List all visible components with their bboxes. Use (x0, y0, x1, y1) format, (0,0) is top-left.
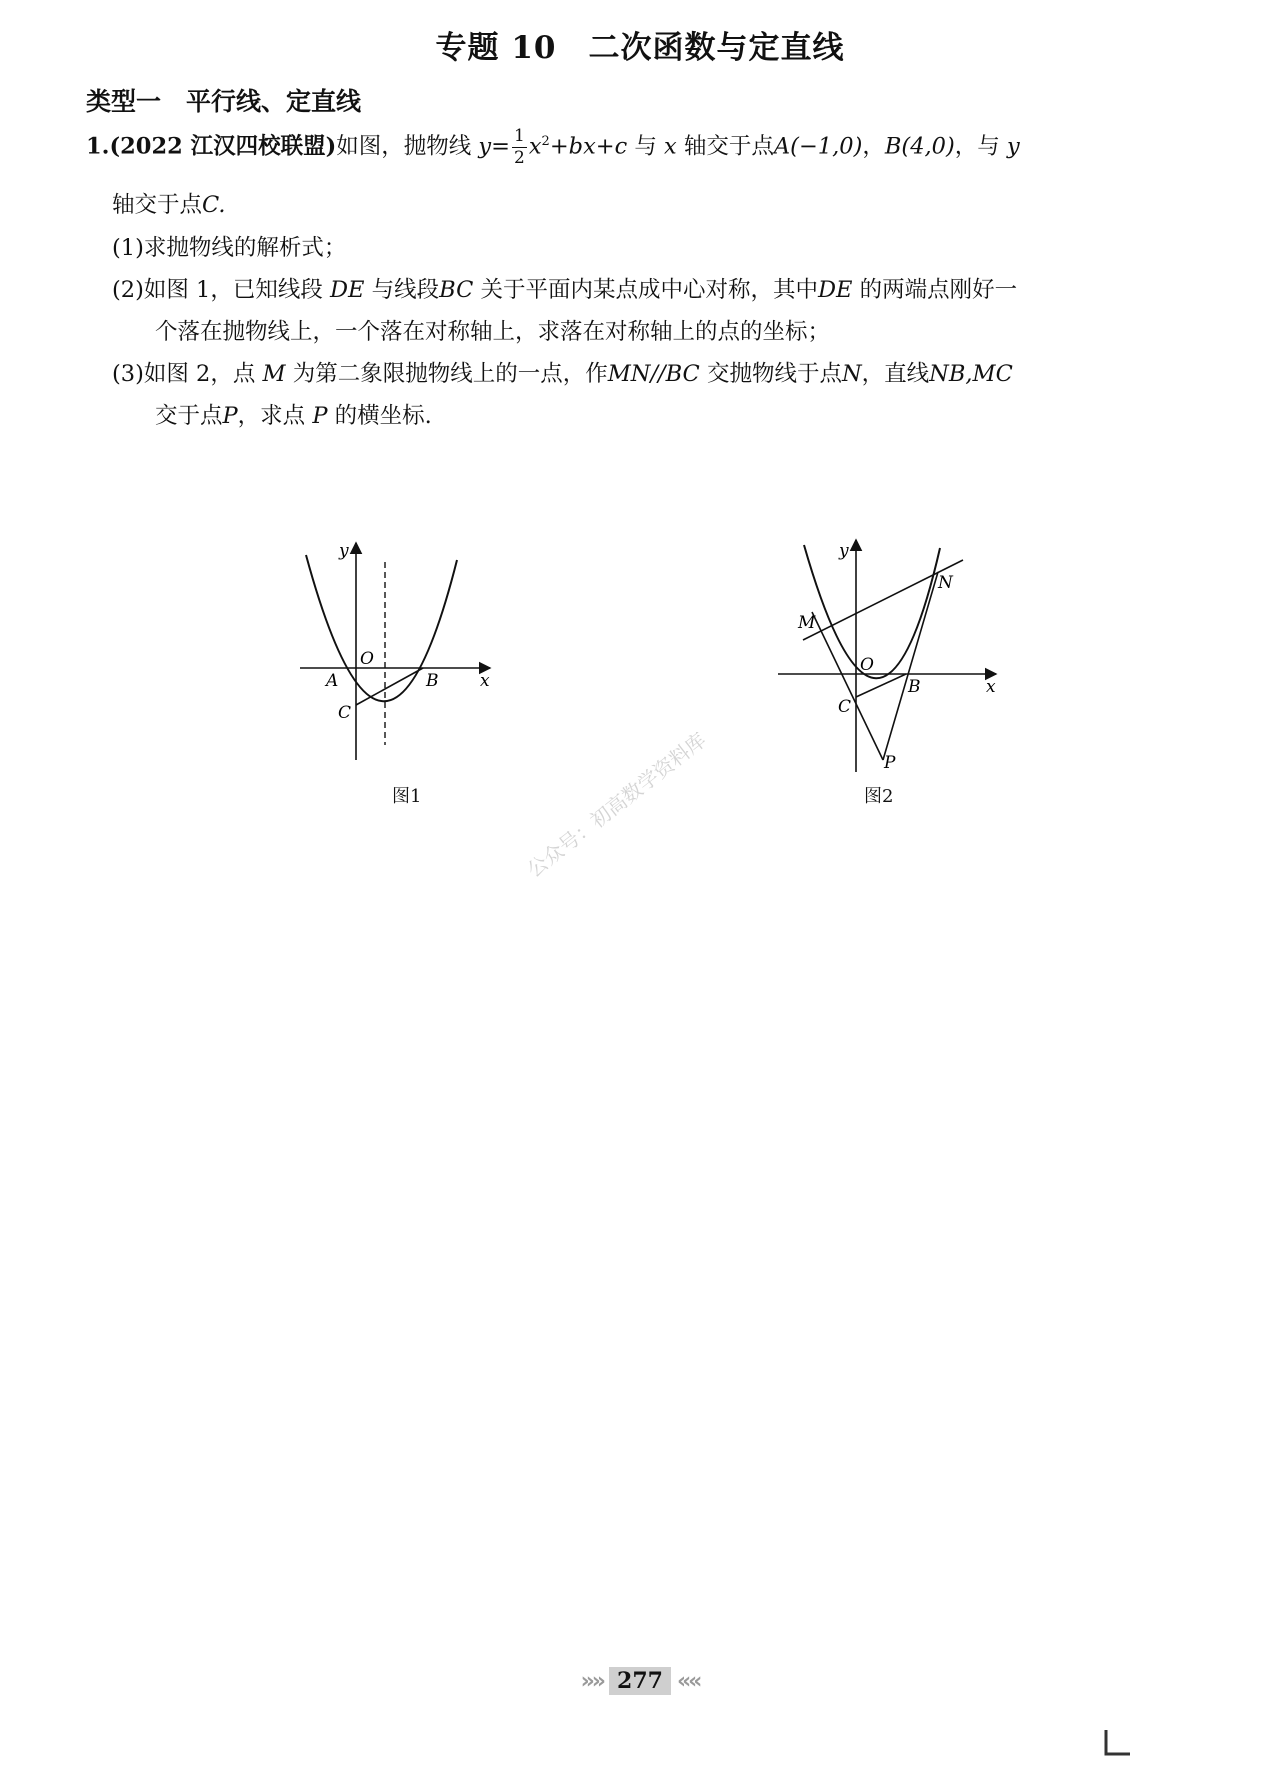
q3-line2-a: 交于点 (155, 403, 223, 429)
point-A: A(−1,0) (773, 133, 863, 160)
fig1-label-y: y (339, 541, 349, 561)
fig1-label-O: O (360, 649, 374, 669)
point-M: M (262, 361, 286, 387)
fig2-line-MN (803, 560, 963, 640)
equals: = (491, 133, 510, 160)
q2-text-c: 关于平面内某点成中心对称，其中 (480, 277, 818, 303)
fig1-label-C: C (338, 703, 352, 723)
problem-stem-d: ，与 (954, 133, 1000, 160)
fig1-label-x: x (480, 671, 490, 691)
problem-number: 1. (86, 133, 110, 160)
q3-line2-b: ，求点 (237, 403, 306, 429)
page-number: 277 (609, 1667, 671, 1695)
fraction-denominator: 2 (514, 148, 525, 168)
problem-stem-b: 与 (634, 133, 657, 160)
fig2-caption: 图2 (864, 786, 894, 807)
fig2-label-P: P (884, 753, 896, 773)
fig2-label-x: x (986, 677, 996, 697)
question-3-line-1 (112, 356, 1013, 388)
point-P: P (222, 403, 238, 429)
figure-1 (290, 530, 530, 760)
q3-text-b: 为第二象限抛物线上的一点，作 (292, 361, 608, 387)
figure-2 (770, 530, 1010, 780)
problem-source: (2022 江汉四校联盟) (109, 133, 337, 160)
parallel-MN-BC: MN//BC (607, 361, 700, 387)
problem-stem-f: 轴交于点 (112, 192, 203, 218)
var-x: x (528, 133, 542, 160)
q3-line2-c: 的横坐标. (334, 403, 432, 429)
fig1-label-B: B (426, 671, 439, 691)
fig2-line-NB (883, 572, 938, 760)
q2-text-b: 与线段 (371, 277, 440, 303)
var-x2: x (664, 133, 677, 160)
q2-text-a: (2)如图 1，已知线段 (112, 277, 323, 303)
fig2-label-N: N (938, 573, 953, 593)
q3-text-a: (3)如图 2，点 (112, 361, 256, 387)
exponent: 2 (541, 134, 550, 149)
fig1-label-A: A (326, 671, 339, 691)
right-arrows-icon: «« (676, 1669, 700, 1694)
fig2-label-B: B (908, 677, 921, 697)
fig2-label-O: O (860, 655, 874, 675)
problem-line-1 (86, 128, 1020, 167)
fraction (512, 128, 527, 167)
var-y: y (478, 133, 492, 160)
equation-rest: +bx+c (549, 133, 628, 160)
fig2-label-C: C (838, 697, 852, 717)
question-2-line-2: 个落在抛物线上，一个落在对称轴上，求落在对称轴上的点的坐标； (155, 319, 831, 345)
question-1: (1)求抛物线的解析式； (112, 235, 347, 261)
var-y2: y (1006, 133, 1020, 160)
point-N: N (841, 361, 862, 387)
fig2-line-MC (812, 612, 883, 760)
fig1-caption: 图1 (392, 786, 422, 807)
point-B: B(4,0) (884, 133, 955, 160)
problem-stem: 如图，抛物线 (336, 133, 472, 160)
fig2-label-y: y (839, 541, 849, 561)
problem-line-2 (112, 187, 226, 219)
lines-NB-MC: NB,MC (929, 361, 1013, 387)
point-C: C. (202, 192, 226, 218)
fig2-label-M: M (798, 613, 816, 633)
watermark: 公众号：初高数学资料库 (522, 727, 711, 883)
scan-corner-icon (1100, 1728, 1136, 1758)
segment-DE-2: DE (817, 277, 853, 303)
page-number-bar (0, 1667, 1280, 1695)
page-title: 专题 10 二次函数与定直线 (435, 30, 845, 66)
segment-BC: BC (439, 277, 474, 303)
section-heading: 类型一 平行线、定直线 (86, 87, 362, 116)
problem-stem-c: 轴交于点 (683, 133, 774, 160)
point-P-2: P (312, 403, 328, 429)
q3-text-c: 交抛物线于点 (706, 361, 842, 387)
q2-text-d: 的两端点刚好一 (859, 277, 1018, 303)
comma: ， (862, 133, 885, 160)
question-3-line-2 (155, 398, 432, 430)
fraction-numerator: 1 (514, 126, 525, 146)
left-arrows-icon: »» (580, 1669, 604, 1694)
q3-text-d: ，直线 (861, 361, 930, 387)
question-2-line-1 (112, 272, 1017, 304)
segment-DE: DE (330, 277, 365, 303)
